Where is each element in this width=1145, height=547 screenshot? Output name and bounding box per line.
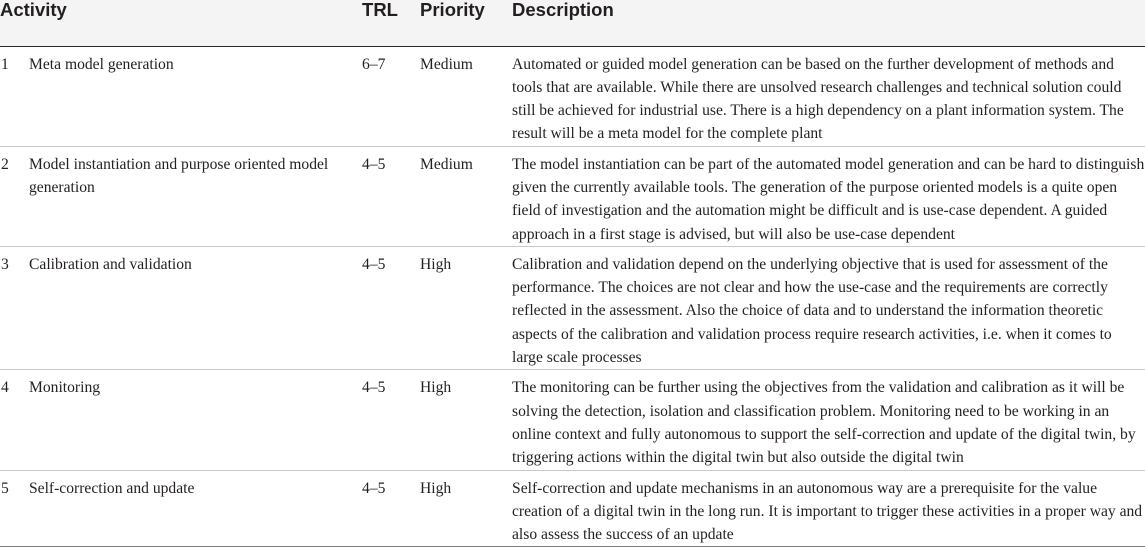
row-trl: 4–5 bbox=[362, 246, 420, 369]
row-activity: Monitoring bbox=[29, 370, 362, 470]
table-row bbox=[0, 470, 1145, 547]
row-number: 2 bbox=[0, 146, 29, 246]
row-trl: 6–7 bbox=[362, 46, 420, 146]
row-priority: High bbox=[420, 370, 512, 470]
row-description: The monitoring can be further using the objectives from the validation and calibration as it will be solving the detection, isolation and classification problem. Monitoring need to be working in an online context and fully autonomous to support the self-correction and update of the digital twin, by triggering actions within the digital twin but also outside the digital twin bbox=[512, 370, 1145, 470]
row-number: 3 bbox=[0, 246, 29, 369]
row-activity: Meta model generation bbox=[29, 46, 362, 146]
row-description: Automated or guided model generation can be based on the further development of methods and tools that are available. While there are unsolved research challenges and technical solution could still be achieved for industrial use. There is a high dependency on a plant information system. The result will be a meta model for the complete plant bbox=[512, 46, 1145, 146]
row-priority: Medium bbox=[420, 146, 512, 246]
row-activity: Model instantiation and purpose oriented model generation bbox=[29, 146, 362, 246]
row-trl: 4–5 bbox=[362, 470, 420, 547]
table-row bbox=[0, 146, 1145, 246]
row-priority: High bbox=[420, 246, 512, 369]
header-trl: TRL bbox=[362, 0, 420, 46]
header-description: Description bbox=[512, 0, 1145, 46]
row-trl: 4–5 bbox=[362, 146, 420, 246]
row-priority: Medium bbox=[420, 46, 512, 146]
table-body bbox=[0, 46, 1145, 547]
row-description: Self-correction and update mechanisms in an autonomous way are a prerequisite for the value creation of a digital twin in the long run. It is important to trigger these activities in a proper way and also assess the success of an update bbox=[512, 470, 1145, 547]
table-header bbox=[0, 0, 1145, 46]
row-activity: Self-correction and update bbox=[29, 470, 362, 547]
header-row bbox=[0, 0, 1145, 46]
row-priority: High bbox=[420, 470, 512, 547]
header-priority: Priority bbox=[420, 0, 512, 46]
row-number: 5 bbox=[0, 470, 29, 547]
row-activity: Calibration and validation bbox=[29, 246, 362, 369]
row-number: 1 bbox=[0, 46, 29, 146]
table-row bbox=[0, 370, 1145, 470]
header-activity: Activity bbox=[0, 0, 362, 46]
row-trl: 4–5 bbox=[362, 370, 420, 470]
row-description: Calibration and validation depend on the underlying objective that is used for assessment of the performance. The choices are not clear and how the use-case and the requirements are correctly reflected in the assessment. Also the choice of data and to understand the information theoretic aspects of the calibration and validation process require research activities, i.e. when it comes to large scale processes bbox=[512, 246, 1145, 369]
row-number: 4 bbox=[0, 370, 29, 470]
table-row bbox=[0, 46, 1145, 146]
table-row bbox=[0, 246, 1145, 369]
row-description: The model instantiation can be part of the automated model generation and can be hard to distinguish given the currently available tools. The generation of the purpose oriented models is a quite open field of investigation and the automation might be difficult and is use-case dependent. A guided approach in a first stage is advised, but will also be use-case dependent bbox=[512, 146, 1145, 246]
